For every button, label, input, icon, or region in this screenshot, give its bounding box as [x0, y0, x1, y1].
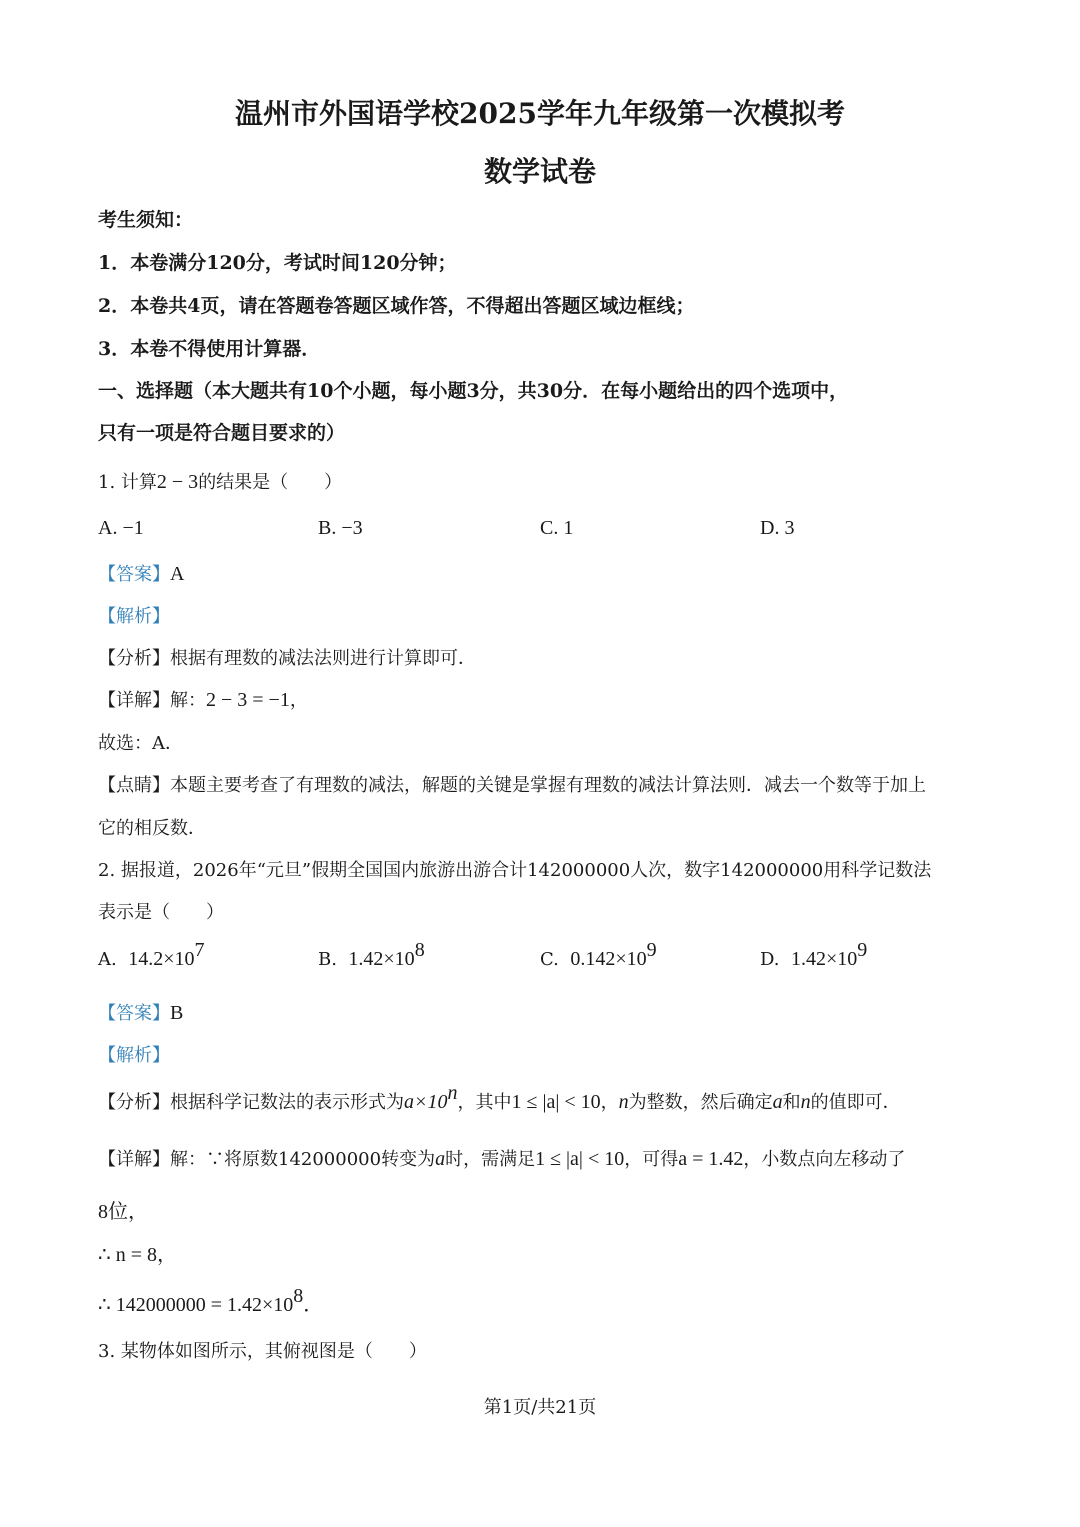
- page-title: 温州市外国语学校2025学年九年级第一次模拟考: [235, 97, 845, 130]
- section-heading-cont: 只有一项是符合题目要求的）: [98, 422, 346, 444]
- q2-option-d: D. $1.42\times 10^9$: [760, 939, 868, 970]
- q1-detail: 【详解】解：2 − 3 = −1，: [98, 689, 308, 711]
- notice-item: 2．本卷共4页，请在答题卷答题区域作答，不得超出答题区域边框线；: [98, 295, 695, 317]
- q1-option-a: A. −1: [98, 517, 144, 539]
- q1-option-c: C. 1: [540, 517, 574, 539]
- q2-detail-cont: 8位，: [98, 1201, 148, 1223]
- page-footer: 第1页/共21页: [483, 1397, 597, 1418]
- q2-detail: 【详解】解：∵将原数142000000转变为a时，需满足1 ≤ |a| < 10，可得a = 1.42，小数点向左移动了: [98, 1148, 906, 1170]
- q1-analysis: 【分析】根据有理数的减法法则进行计算即可．: [98, 648, 476, 669]
- question-3: 3. 某物体如图所示，其俯视图是（ ）: [98, 1341, 427, 1362]
- section-heading: 一、选择题（本大题共有10个小题，每小题3分，共30分．在每小题给出的四个选项中，: [98, 380, 849, 402]
- q1-comment-cont: 它的相反数．: [98, 818, 206, 839]
- question-2: 2. 据报道，2026年“元旦”假期全国国内旅游出游合计142000000人次，数字142000000用科学记数法: [98, 860, 932, 881]
- q2-jiexi-label: 【解析】: [98, 1045, 170, 1066]
- notice-item: 1．本卷满分120分，考试时间120分钟；: [98, 252, 457, 274]
- q1-comment: 【点睛】本题主要考查了有理数的减法，解题的关键是掌握有理数的减法计算法则．减去一个数等于加上: [98, 775, 926, 796]
- answer-label: 【答案】: [98, 1003, 170, 1024]
- q2-option-a: A. $14.2\times 10^7$: [98, 939, 205, 970]
- question-1: 1. 计算2 − 3的结果是（ ）: [98, 471, 343, 493]
- q1-jiexi-label: 【解析】: [98, 606, 170, 627]
- q2-option-c: C. $0.142\times 10^9$: [540, 939, 657, 970]
- q1-answer: 【答案】A: [98, 563, 185, 585]
- q1-expression: 2 − 3: [156, 471, 199, 493]
- notice-item: 3．本卷不得使用计算器．: [98, 338, 321, 360]
- notice-heading: 考生须知：: [98, 209, 194, 231]
- q1-choice: 故选：A．: [98, 733, 183, 754]
- q1-option-d: D. 3: [760, 517, 795, 539]
- question-2-cont: 表示是（ ）: [98, 902, 224, 923]
- q2-option-b: B. $1.42\times 10^8$: [318, 939, 425, 970]
- q1-option-b: B. −3: [318, 517, 363, 539]
- answer-label: 【答案】: [98, 564, 170, 585]
- q2-answer: 【答案】B: [98, 1002, 184, 1024]
- q2-therefore-n: ∴ n = 8，: [98, 1244, 178, 1266]
- q2-analysis: 【分析】根据科学记数法的表示形式为$a\times 10^n$，其中1 ≤ |a| < 10，n为整数，然后确定a和n的值即可．: [98, 1082, 901, 1113]
- page-subtitle: 数学试卷: [483, 155, 596, 188]
- q2-therefore-result: ∴ $142000000 = 1.42\times 10^8$．: [98, 1285, 324, 1316]
